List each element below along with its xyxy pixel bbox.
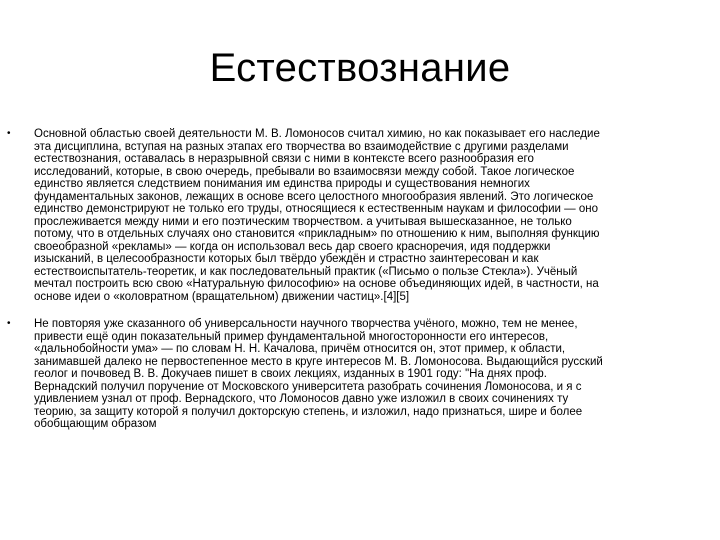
text-line: мечтал построить всю свою «Натуральную философию» на основе объединяющих идей, в частности, на: [34, 278, 599, 290]
text-line: «дальнобойности ума» — по словам Н. Н. Качалова, причём относится он, этот пример, к области,: [34, 343, 566, 355]
bullet-dot-icon: •: [7, 318, 11, 329]
bullet-item-2: [0, 318, 720, 431]
text-line: своеобразной «рекламы» — когда он использовал весь дар своего красноречия, идя поддержки: [34, 240, 551, 253]
text-line: геолог и почвовед В. В. Докучаев пишет в своих лекциях, изданных в 1901 году: "На днях проф.: [34, 368, 547, 380]
text-line: изысканий, в целесообразности которых был твёрдо убеждён и страстно заинтересован и как: [34, 253, 539, 265]
text-line: прослеживается между ними и его поэтическим творчеством. а учитывая вышесказанное, не только: [34, 215, 572, 228]
text-line: обобщающим образом: [34, 418, 157, 430]
text-line: удивлением узнал от проф. Вернадского, что Ломоносов давно уже изложил в своих сочинениях ту: [34, 393, 569, 405]
text-line: основе идеи о «коловратном (вращательном) движении частиц».[4][5]: [34, 290, 410, 303]
text-line: теорию, за защиту которой я получил докторскую степень, и изложил, надо признаться, шире и более: [34, 405, 583, 418]
text-line: Вернадский получил поручение от Московского университета разобрать сочинения Ломоносова, и я с: [34, 380, 582, 393]
text-line: единство демонстрируют не только его труды, относящиеся к естественным наукам и философии — оно: [34, 203, 598, 215]
text-line: привести ещё один показательный пример фундаментальной многосторонности его интересов,: [34, 330, 549, 343]
text-line: естествоиспытатель-теоретик, и как последовательный практик («Письмо о пользе Стекла»). Учёный: [34, 265, 578, 278]
text-line: фундаментальных законов, лежащих в основе всего целостного многообразия явлений. Это логическое: [34, 190, 594, 203]
text-line: единство является следствием понимания им единства природы и существования немногих: [34, 178, 530, 190]
bullet-dot-icon: •: [7, 128, 11, 139]
text-line: естествознания, оставалась в неразрывной связи с ними в контексте всего разнообразия его: [34, 153, 534, 165]
slide-title: Естествознание: [209, 46, 511, 90]
bullet-item-1: [0, 128, 720, 303]
text-line: потому, что в отдельных случаях оно становится «прикладным» по отношению к ним, выполняя функцию: [34, 228, 600, 240]
text-line: Основной областью своей деятельности М. В. Ломоносов считал химию, но как показывает его наследие: [34, 128, 600, 140]
text-line: исследований, которые, в свою очередь, пребывали во взаимосвязи между собой. Такое логическое: [34, 165, 575, 178]
text-line: Не повторяя уже сказанного об универсальности научного творчества учёного, можно, тем не менее,: [34, 318, 578, 330]
text-line: занимавшей далеко не первостепенное место в круге интересов М. В. Ломоносова. Выдающийся русский: [34, 355, 603, 368]
bullet-list: [0, 128, 720, 431]
text-line: эта дисциплина, вступая на разных этапах его творчества во взаимодействие с другими разделами: [34, 140, 569, 153]
